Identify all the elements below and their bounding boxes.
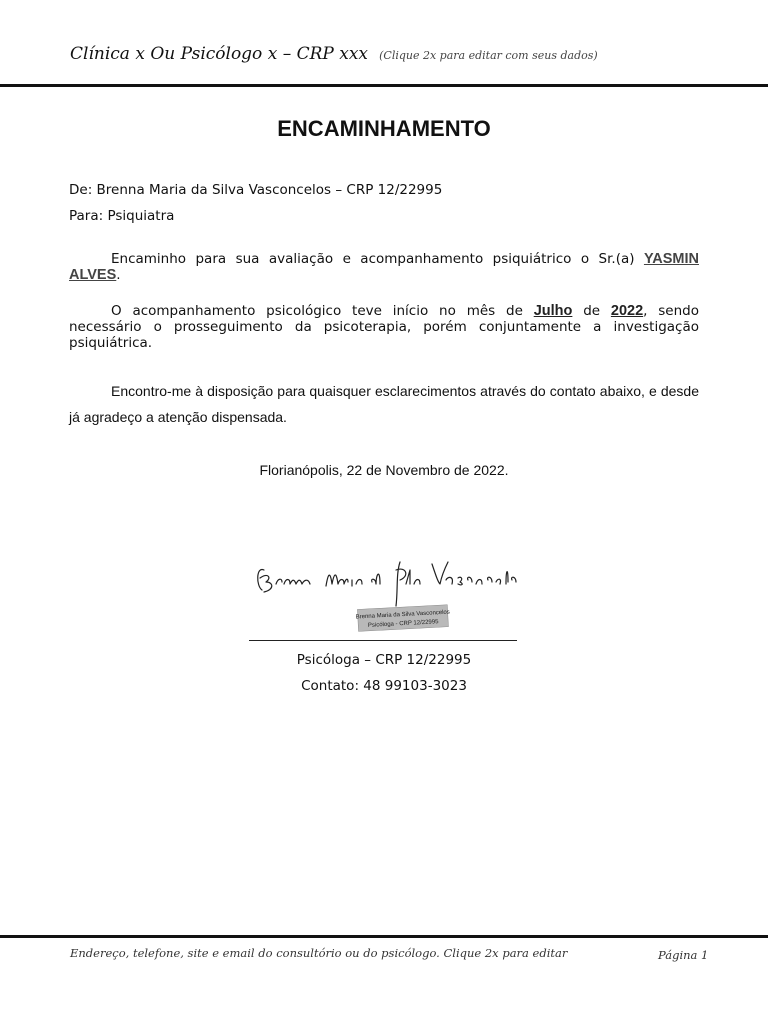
stamp-line-1: Brenna Maria da Silva Vasconcelos <box>355 609 450 621</box>
availability-text: Encontro-me à disposição para quaisquer esclarecimentos através do contato abaixo, e desde já agradeço a atenção dispensada. <box>69 383 699 425</box>
patient-first-name: YASMIN <box>643 251 699 267</box>
header-divider <box>0 84 768 87</box>
paragraph-history <box>69 303 699 351</box>
start-month: Julho <box>533 303 573 319</box>
place-date: Florianópolis, 22 de Novembro de 2022. <box>259 462 509 478</box>
footer-address-hint[interactable]: Endereço, telefone, site e email do consultório ou do psicólogo. Clique 2x para editar <box>70 946 568 960</box>
paragraph-referral <box>69 251 699 283</box>
signer-role: Psicóloga – CRP 12/22995 <box>296 652 472 668</box>
patient-last-name: ALVES <box>69 267 117 283</box>
history-text-b: de <box>572 303 611 319</box>
signer-contact: Contato: 48 99103-3023 <box>301 678 467 694</box>
header-edit-hint: (Clique 2x para editar com seus dados) <box>379 49 598 62</box>
stamp-line-2: Psicóloga - CRP 12/22995 <box>367 619 439 629</box>
to-line: Para: Psiquiatra <box>69 208 175 224</box>
signature-line <box>249 640 517 641</box>
referral-end: . <box>116 267 121 283</box>
header-title[interactable]: Clínica x Ou Psicólogo x – CRP xxx <box>70 44 369 64</box>
from-line: De: Brenna Maria da Silva Vasconcelos – CRP 12/22995 <box>69 182 443 198</box>
page-header[interactable] <box>70 44 598 64</box>
footer-divider <box>0 935 768 938</box>
document-title: ENCAMINHAMENTO <box>277 116 491 141</box>
paragraph-availability <box>69 378 699 430</box>
start-year: 2022 <box>610 303 644 319</box>
history-text-c: , sendo necessário o prosseguimento da psicoterapia, porém conjuntamente a investigação psiquiátrica. <box>69 303 699 351</box>
history-text-a: O acompanhamento psicológico teve início no mês de <box>111 303 534 319</box>
signature-image <box>250 556 520 636</box>
page-number: Página 1 <box>658 948 709 962</box>
referral-text: Encaminho para sua avaliação e acompanhamento psiquiátrico o Sr.(a) <box>111 251 644 267</box>
